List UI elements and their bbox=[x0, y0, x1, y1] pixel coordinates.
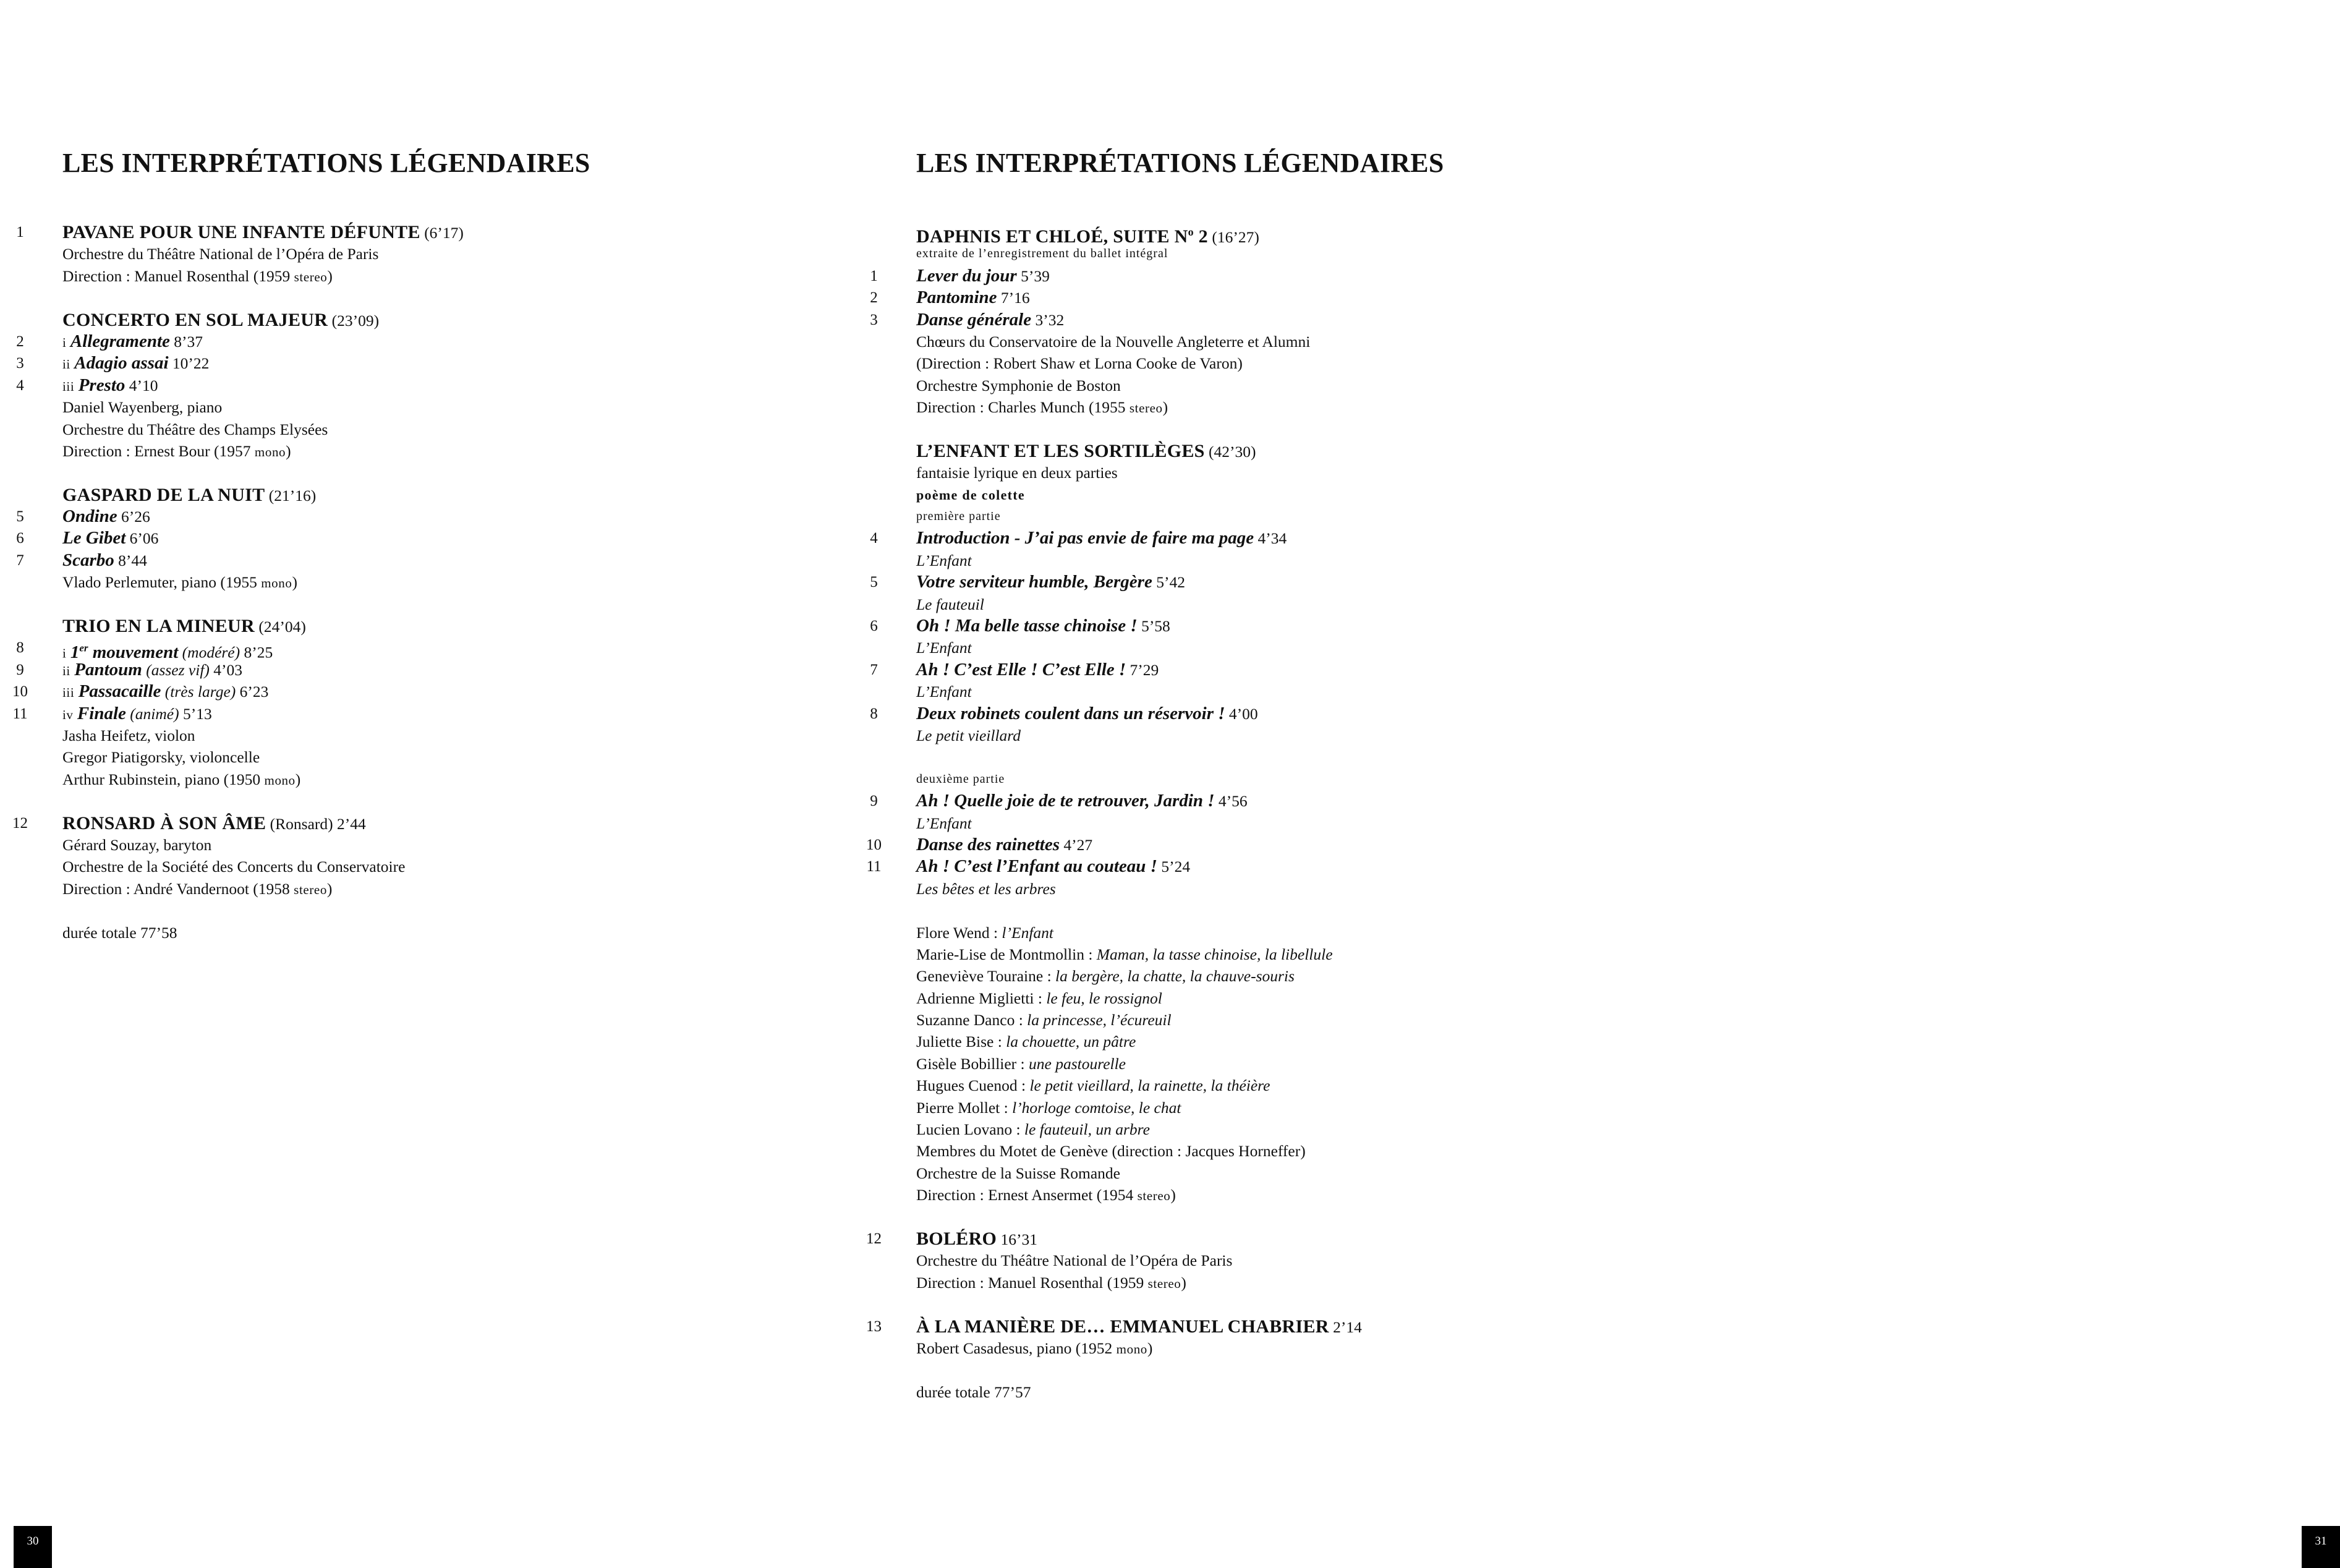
direction-line: Direction : Charles Munch (1955 stereo) bbox=[916, 398, 1168, 417]
track-number: 12 bbox=[866, 1230, 882, 1247]
work-title: BOLÉRO bbox=[916, 1228, 997, 1249]
cast-line: Pierre Mollet : l’horloge comtoise, le chat bbox=[916, 1098, 1181, 1117]
track-number: 5 bbox=[16, 508, 24, 526]
performer-line: Orchestre de la Suisse Romande bbox=[916, 1164, 1120, 1182]
cast-line: Flore Wend : l’Enfant bbox=[916, 923, 1053, 942]
movement-row: 7 Scarbo 8’44 bbox=[62, 550, 773, 571]
cast-line: Marie-Lise de Montmollin : Maman, la tasse chinoise, la libellule bbox=[916, 945, 1333, 963]
performer-line: Orchestre Symphonie de Boston bbox=[916, 376, 1121, 394]
direction-line: Direction : Manuel Rosenthal (1959 stereo) bbox=[62, 266, 333, 285]
track-number: 11 bbox=[12, 705, 28, 722]
cast-line: Hugues Cuenod : le petit vieillard, la rainette, la théière bbox=[916, 1076, 1270, 1095]
page-number: 31 bbox=[2302, 1526, 2340, 1568]
work-duration: 2’14 bbox=[1333, 1318, 1362, 1336]
cast-line: Juliette Bise : la chouette, un pâtre bbox=[916, 1033, 1136, 1051]
performer-line: Daniel Wayenberg, piano bbox=[62, 398, 223, 417]
cast-line: Adrienne Miglietti : le feu, le rossignol bbox=[916, 989, 1162, 1007]
work-header bbox=[12, 812, 773, 834]
role-line: Le fauteuil bbox=[916, 595, 984, 613]
track-number: 2 bbox=[16, 333, 24, 350]
track-number: 9 bbox=[870, 793, 878, 810]
movement-row: 8 i 1er mouvement (modéré) 8’25 bbox=[62, 637, 773, 658]
track-number: 3 bbox=[16, 355, 24, 372]
performer-line: Gregor Piatigorsky, violoncelle bbox=[62, 748, 260, 767]
work-header bbox=[62, 615, 773, 637]
page-heading: LES INTERPRÉTATIONS LÉGENDAIRES bbox=[62, 148, 590, 178]
work-header bbox=[62, 309, 773, 331]
track-number: 2 bbox=[870, 289, 878, 307]
movement-row: 3 ii Adagio assai 10’22 bbox=[62, 352, 773, 374]
movement-row: 1 Lever du jour 5’39 bbox=[916, 265, 1627, 287]
role-line: L’Enfant bbox=[916, 551, 972, 569]
total-duration: durée totale 77’57 bbox=[916, 1383, 1031, 1401]
track-number: 6 bbox=[870, 618, 878, 635]
performer-line: Orchestre de la Société des Concerts du Conservatoire bbox=[62, 858, 406, 876]
part-label: deuxième partie bbox=[916, 772, 1005, 786]
track-number: 4 bbox=[870, 530, 878, 547]
work-title: DAPHNIS ET CHLOÉ, SUITE $N^o$ 2 bbox=[916, 226, 1208, 247]
track-number: 6 bbox=[16, 530, 24, 547]
work-header bbox=[866, 1316, 1627, 1337]
track-number: 7 bbox=[16, 552, 24, 569]
work-title: TRIO EN LA MINEUR bbox=[62, 616, 255, 637]
movement-row: 10 iii Passacaille (très large) 6’23 bbox=[62, 681, 773, 702]
performer-line: Gérard Souzay, baryton bbox=[62, 835, 212, 854]
role-line: Les bêtes et les arbres bbox=[916, 879, 1056, 898]
movement-row: 6 Oh ! Ma belle tasse chinoise ! 5’58 bbox=[916, 615, 1627, 637]
work-subtitle: extraite de l’enregistrement du ballet intégral bbox=[916, 247, 1168, 261]
cast-line: Gisèle Bobillier : une pastourelle bbox=[916, 1054, 1126, 1073]
work-header bbox=[916, 221, 1627, 247]
work-duration: (23’09) bbox=[331, 311, 380, 330]
tracklist bbox=[12, 221, 773, 944]
track-number: 12 bbox=[12, 814, 28, 832]
work-duration: (16’27) bbox=[1212, 228, 1259, 246]
movement-row: 2 i Allegramente 8’37 bbox=[62, 331, 773, 352]
role-line: Le petit vieillard bbox=[916, 726, 1021, 744]
movement-row: 5 Ondine 6’26 bbox=[62, 506, 773, 527]
work-title: RONSARD À SON ÂME bbox=[62, 812, 266, 833]
movement-row: 4 iii Presto 4’10 bbox=[62, 375, 773, 396]
work-duration: (Ronsard) 2’44 bbox=[270, 814, 366, 833]
work-title: À LA MANIÈRE DE… EMMANUEL CHABRIER bbox=[916, 1316, 1329, 1337]
performer-line: Chœurs du Conservatoire de la Nouvelle Angleterre et Alumni bbox=[916, 332, 1311, 351]
movement-row: 9 Ah ! Quelle joie de te retrouver, Jardin ! 4’56 bbox=[916, 790, 1627, 812]
work-librettist: poème de colette bbox=[916, 487, 1025, 503]
performer-line: Arthur Rubinstein, piano (1950 mono) bbox=[62, 770, 301, 788]
movement-row: 3 Danse générale 3’32 bbox=[916, 309, 1627, 331]
movement-row: 5 Votre serviteur humble, Bergère 5’42 bbox=[916, 571, 1627, 593]
movement-row: 11 Ah ! C’est l’Enfant au couteau ! 5’24 bbox=[916, 856, 1627, 877]
movement-row: 7 Ah ! C’est Elle ! C’est Elle ! 7’29 bbox=[916, 659, 1627, 681]
movement-row: 2 Pantomine 7’16 bbox=[916, 287, 1627, 309]
work-header bbox=[16, 221, 773, 243]
movement-row: 10 Danse des rainettes 4’27 bbox=[916, 834, 1627, 856]
work-duration: 16’31 bbox=[1000, 1230, 1038, 1248]
performer-line: Orchestre du Théâtre National de l’Opéra de Paris bbox=[62, 245, 379, 263]
track-number: 7 bbox=[870, 661, 878, 678]
work-duration: (42’30) bbox=[1209, 442, 1256, 461]
work-title: L’ENFANT ET LES SORTILÈGES bbox=[916, 440, 1205, 461]
track-number: 5 bbox=[870, 574, 878, 591]
role-line: L’Enfant bbox=[916, 639, 972, 657]
part-label: première partie bbox=[916, 509, 1001, 524]
performer-line: (Direction : Robert Shaw et Lorna Cooke de Varon) bbox=[916, 354, 1243, 373]
performer-line: Membres du Motet de Genève (direction : Jacques Horneffer) bbox=[916, 1142, 1306, 1161]
movement-row: 8 Deux robinets coulent dans un réservoir ! 4’00 bbox=[916, 703, 1627, 725]
track-number: 1 bbox=[16, 224, 24, 241]
total-duration: durée totale 77’58 bbox=[62, 923, 177, 942]
work-description: fantaisie lyrique en deux parties bbox=[916, 464, 1118, 482]
performer-line: Orchestre du Théâtre National de l’Opéra de Paris bbox=[916, 1251, 1233, 1270]
performer-line: Jasha Heifetz, violon bbox=[62, 726, 195, 744]
work-header bbox=[62, 484, 773, 506]
direction-line: Direction : Ernest Ansermet (1954 stereo) bbox=[916, 1186, 1176, 1204]
work-duration: (24’04) bbox=[258, 618, 306, 636]
work-duration: (6’17) bbox=[424, 224, 464, 242]
work-header bbox=[916, 440, 1627, 462]
performer-line: Robert Casadesus, piano (1952 mono) bbox=[916, 1339, 1153, 1357]
left-page bbox=[0, 0, 784, 1568]
work-title: CONCERTO EN SOL MAJEUR bbox=[62, 309, 328, 330]
cast-line: Geneviève Touraine : la bergère, la chatte, la chauve-souris bbox=[916, 967, 1295, 986]
page-heading: LES INTERPRÉTATIONS LÉGENDAIRES bbox=[916, 148, 1444, 178]
movement-row: 9 ii Pantoum (assez vif) 4’03 bbox=[62, 659, 773, 681]
cast-line: Lucien Lovano : le fauteuil, un arbre bbox=[916, 1120, 1150, 1139]
work-duration: (21’16) bbox=[268, 486, 317, 505]
track-number: 10 bbox=[12, 683, 28, 701]
movement-row: 4 Introduction - J’ai pas envie de faire ma page 4’34 bbox=[916, 527, 1627, 549]
work-title: GASPARD DE LA NUIT bbox=[62, 484, 265, 505]
track-number: 4 bbox=[16, 377, 24, 394]
track-number: 9 bbox=[16, 661, 24, 678]
direction-line: Direction : André Vandernoot (1958 stereo) bbox=[62, 879, 333, 898]
cast-line: Suzanne Danco : la princesse, l’écureuil bbox=[916, 1011, 1172, 1029]
track-number: 3 bbox=[870, 311, 878, 328]
work-title: PAVANE POUR UNE INFANTE DÉFUNTE bbox=[62, 222, 420, 242]
right-page bbox=[784, 0, 2327, 1568]
track-number: 13 bbox=[866, 1318, 882, 1335]
direction-line: Direction : Manuel Rosenthal (1959 stereo) bbox=[916, 1273, 1186, 1292]
performer-line: Orchestre du Théâtre des Champs Elysées bbox=[62, 420, 328, 438]
role-line: L’Enfant bbox=[916, 814, 972, 832]
direction-line: Direction : Ernest Bour (1957 mono) bbox=[62, 441, 291, 460]
tracklist bbox=[866, 221, 1627, 1403]
page-number: 30 bbox=[14, 1526, 52, 1568]
track-number: 8 bbox=[16, 639, 24, 657]
work-header bbox=[866, 1228, 1627, 1250]
performer-line: Vlado Perlemuter, piano (1955 mono) bbox=[62, 573, 297, 592]
track-number: 11 bbox=[866, 858, 882, 876]
track-number: 8 bbox=[870, 705, 878, 722]
role-line: L’Enfant bbox=[916, 683, 972, 701]
movement-row: 6 Le Gibet 6’06 bbox=[62, 527, 773, 549]
track-number: 1 bbox=[870, 267, 878, 284]
movement-row: 11 iv Finale (animé) 5’13 bbox=[62, 703, 773, 725]
track-number: 10 bbox=[866, 836, 882, 853]
